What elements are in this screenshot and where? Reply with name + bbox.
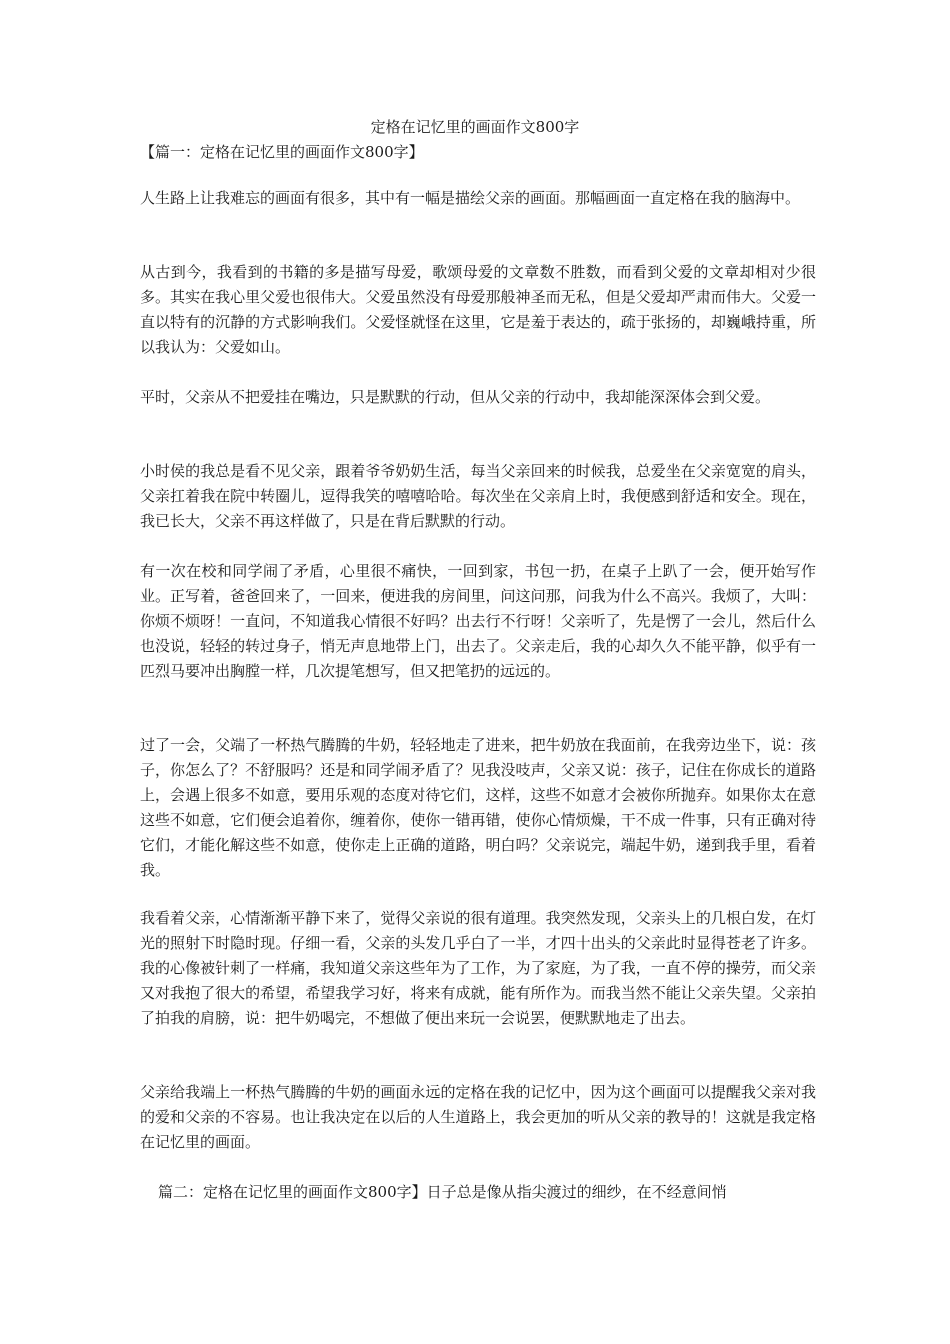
- section-two-opening: 篇二：定格在记忆里的画面作文800字】日子总是像从指尖渡过的细纱，在不经意间悄: [158, 1183, 727, 1201]
- paragraph: 父亲给我端上一杯热气腾腾的牛奶的画面永远的定格在我的记忆中，因为这个画面可以提醒我父亲对我的爱和父亲的不容易。也让我决定在以后的人生道路上，我会更加的听从父亲的教导的！这就是我定格在记忆里的画面。: [140, 1083, 816, 1151]
- document-title: 定格在记忆里的画面作文800字: [370, 118, 580, 136]
- paragraph: 我看着父亲，心情渐渐平静下来了，觉得父亲说的很有道理。我突然发现，父亲头上的几根白发，在灯光的照射下时隐时现。仔细一看，父亲的头发几乎白了一半，才四十出头的父亲此时显得苍老了许多。我的心像被针刺了一样痛，我知道父亲这些年为了工作，为了家庭，为了我，一直不停的操劳，而父亲又对我抱了很大的希望，希望我学习好，将来有成就，能有所作为。而我当然不能让父亲失望。父亲拍了拍我的肩膀，说：把牛奶喝完，不想做了便出来玩一会说罢，便默默地走了出去。: [140, 909, 816, 1027]
- paragraph: 小时侯的我总是看不见父亲，跟着爷爷奶奶生活，每当父亲回来的时候我，总爱坐在父亲宽宽的肩头，父亲扛着我在院中转圈儿，逗得我笑的嘻嘻哈哈。每次坐在父亲肩上时，我便感到舒适和安全。现在，我已长大，父亲不再这样做了，只是在背后默默的行动。: [140, 462, 816, 530]
- paragraph: 平时，父亲从不把爱挂在嘴边，只是默默的行动，但从父亲的行动中，我却能深深体会到父爱。: [140, 388, 771, 406]
- paragraph: 从古到今，我看到的书籍的多是描写母爱，歌颂母爱的文章数不胜数，而看到父爱的文章却相对少很多。其实在我心里父爱也很伟大。父爱虽然没有母爱那般神圣而无私，但是父爱却严肃而伟大。父爱一直以特有的沉静的方式影响我们。父爱怪就怪在这里，它是羞于表达的，疏于张扬的，却巍峨持重，所以我认为：父爱如山。: [140, 263, 816, 356]
- paragraph: 人生路上让我难忘的画面有很多，其中有一幅是描绘父亲的画面。那幅画面一直定格在我的脑海中。: [140, 189, 801, 207]
- paragraph: 过了一会，父端了一杯热气腾腾的牛奶，轻轻地走了进来，把牛奶放在我面前，在我旁边坐下，说：孩子，你怎么了？不舒服吗？还是和同学闹矛盾了？见我没吱声，父亲又说：孩子，记住在你成长的道路上，会遇上很多不如意，要用乐观的态度对待它们，这样，这些不如意才会被你所抛弃。如果你太在意这些不如意，它们便会追着你，缠着你，使你一错再错，使你心情烦燥，干不成一件事，只有正确对待它们，才能化解这些不如意，使你走上正确的道路，明白吗？父亲说完，端起牛奶，递到我手里，看着我。: [140, 736, 816, 879]
- paragraph: 有一次在校和同学闹了矛盾，心里很不痛快，一回到家，书包一扔，在桌子上趴了一会，便开始写作业。正写着，爸爸回来了，一回来，便进我的房间里，问这问那，问我为什么不高兴。我烦了，大叫：你烦不烦呀！一直问，不知道我心情很不好吗？出去行不行呀！父亲听了，先是愣了一会儿，然后什么也没说，轻轻的转过身子，悄无声息地带上门，出去了。父亲走后，我的心却久久不能平静，似乎有一匹烈马要冲出胸膛一样，几次提笔想写，但又把笔扔的远远的。: [140, 562, 816, 680]
- section-one-heading: 【篇一：定格在记忆里的画面作文800字】: [140, 143, 424, 161]
